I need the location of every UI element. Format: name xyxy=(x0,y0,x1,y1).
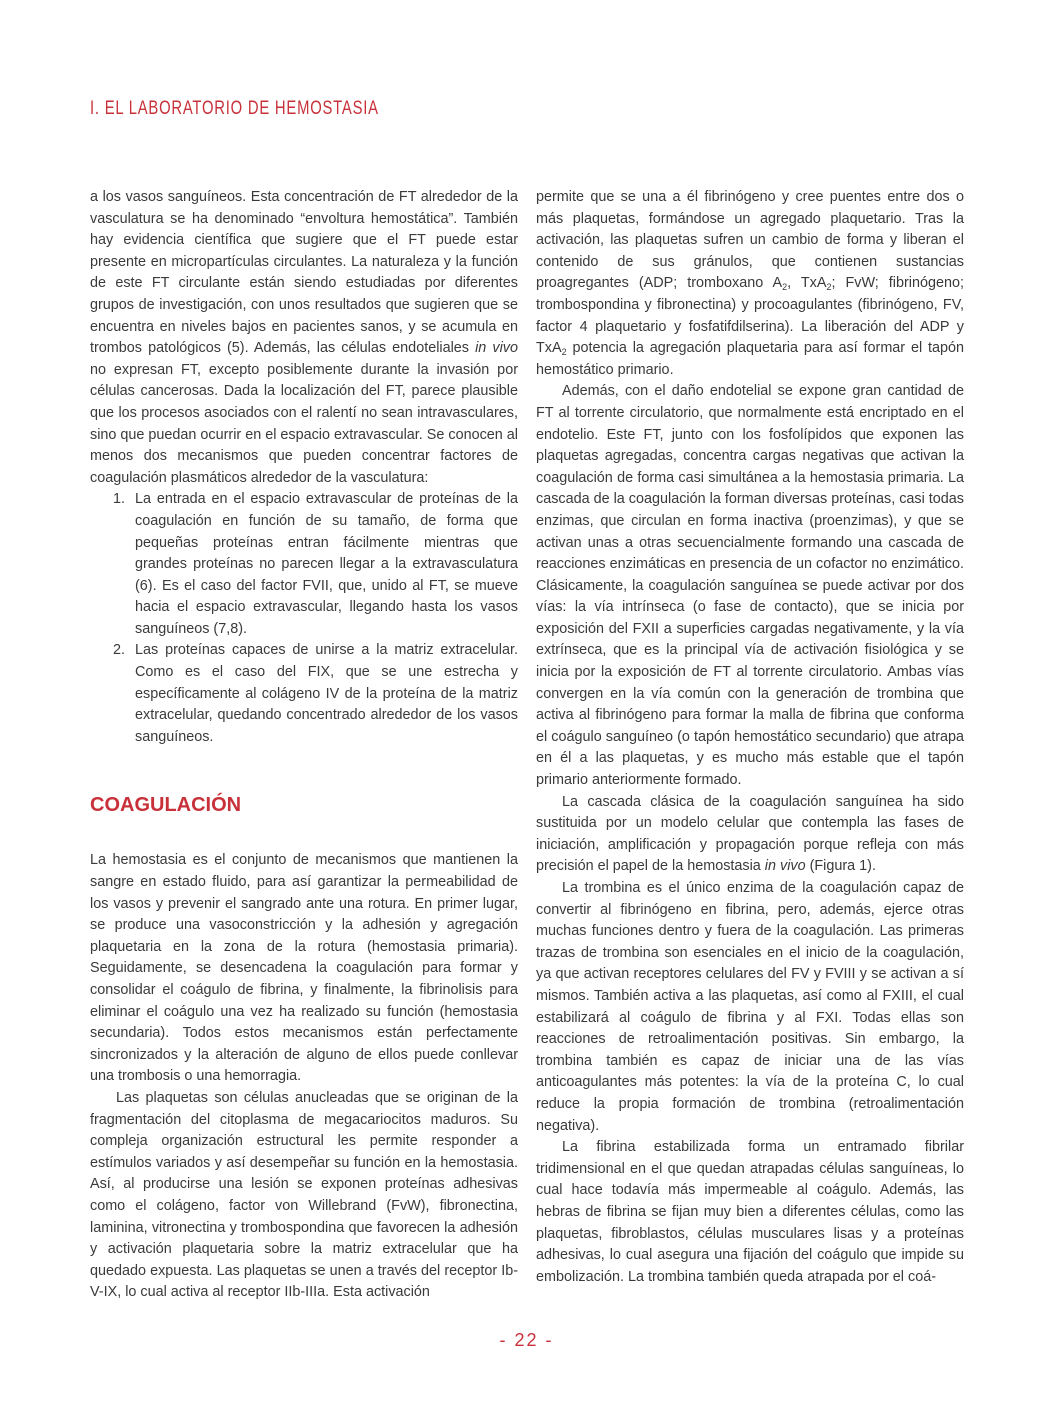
paragraph: permite que se una a él fibrinógeno y cree puentes entre dos o más plaquetas, formándose un agregado plaquetario. Tras la activación, las plaquetas sufren un cambio de forma y liberan el contenido de sus gránulos, que contienen sustancias proagregantes (ADP; tromboxano $A_2$, TxA$_2$; FvW; fibrinógeno; trombospondina y fibronectina) y procoagulantes (fibrinógeno, FV, factor 4 plaquetario y fosfatifdilserina). La liberación del ADP y TxA$_2$ potencia la agregación plaquetaria para así formar el tapón hemostático primario. xyxy=(536,189,965,378)
numbered-list xyxy=(90,489,518,748)
list-item: 2. Las proteínas capaces de unirse a la matriz extracelular. Como es el caso del FIX, que se une estrecha y específicamente al colágeno IV de la proteína de la matriz extracelular, quedando concentrado alrededor de los vasos sanguíneos. xyxy=(113,642,518,745)
paragraph: Además, con el daño endotelial se expone gran cantidad de FT al torrente circulatorio, que normalmente está encriptado en el endotelio. Este FT, junto con los fosfolípidos que exponen las plaquetas agregadas, concentra cargas negativas que activan la coagulación de forma casi simultánea a la hemostasia primaria. La cascada de la coagulación la forman diversas proteínas, casi todas enzimas, que circulan en forma inactiva (proenzimas), y que se activan unas a otras secuencialmente formando una cascada de reacciones enzimáticas en presencia de un cofactor no enzimático. Clásicamente, la coagulación sanguínea se puede activar por dos vías: la vía intrínseca (o fase de contacto), que se inicia por exposición del FXII a superficies cargadas negativamente, y la vía extrínseca, que es la principal vía de activación fisiológica y se inicia por la exposición de FT al torrente circulatorio. Ambas vías convergen en la vía común con la generación de trombina que activa al fibrinógeno para formar la malla de fibrina que conforma el coágulo sanguíneo (o tapón hemostático secundario) que atrapa en él a las plaquetas, y es mucho más estable que el tapón primario anteriormente formado. xyxy=(536,383,964,789)
page-number: - 22 - xyxy=(499,1330,554,1350)
paragraph: La cascada clásica de la coagulación sanguínea ha sido sustituida por un modelo celular que contempla las fases de iniciación, amplificación y propagación porque refleja con más precisión el papel de la hemostasia in vivo (Figura 1). xyxy=(536,793,964,875)
paragraph: Las plaquetas son células anucleadas que se originan de la fragmentación del citoplasma de megacariocitos maduros. Su compleja organización estructural les permite responder a estímulos variados y así desempeñar su función en la hemostasia. Así, al producirse una lesión se exponen proteínas adhesivas como el colágeno, factor von Willebrand (FvW), fibronectina, laminina, vitronectina y trombospondina que favorecen la adhesión y activación plaquetaria sobre la matriz extracelular que ha quedado expuesta. Las plaquetas se unen a través del receptor Ib-V-IX, lo cual activa al receptor IIb-IIIa. Esta activación xyxy=(90,1089,518,1301)
right-column xyxy=(536,187,964,1288)
section-title: COAGULACIÓN xyxy=(90,794,242,817)
paragraph: La fibrina estabilizada forma un entramado fibrilar tridimensional en el que quedan atrapadas células sanguíneas, lo cual hace todavía más impermeable al coágulo. Además, las hebras de fibrina se fijan muy bien a diferentes células, como las plaquetas, fibroblastos, células musculares lisas y a proteínas adhesivas, lo cual asegura una fijación del coágulo que impide su embolización. La trombina también queda atrapada por el coá- xyxy=(536,1139,964,1285)
paragraph: a los vasos sanguíneos. Esta concentración de FT alrededor de la vasculatura se ha denominado “envoltura hemostática”. También hay evidencia científica que sugiere que el FT puede estar presente en micropartículas circulantes. La naturaleza y la función de este FT circulante están siendo estudiadas por diferentes grupos de investigación, con unos resultados que sugieren que se encuentra en niveles bajos en pacientes sanos, y se acumula en trombos patológicos (5). Además, las células endoteliales in vivo no expresan FT, excepto posiblemente durante la invasión por células cancerosas. Dada la localización del FT, parece plausible que los procesos asociados con el ralentí no sean intravasculares, sino que puedan ocurrir en el espacio extravascular. Se conocen al menos dos mecanismos que pueden concentrar factores de coagulación plasmáticos alrededor de la vasculatura: xyxy=(90,189,518,486)
running-header: I. EL LABORATORIO DE HEMOSTASIA xyxy=(90,98,379,119)
paragraph: La hemostasia es el conjunto de mecanismos que mantienen la sangre en estado fluido, para así garantizar la permeabilidad de los vasos y prevenir el sangrado ante una rotura. En primer lugar, se produce una vasoconstricción y la adhesión y agregación plaquetaria en la zona de la rotura (hemostasia primaria). Seguidamente, se desencadena la coagulación para formar y consolidar el coágulo de fibrina, y finalmente, la fibrinolisis para eliminar el coágulo una vez ha realizado su función (hemostasia secundaria). Todos estos mecanismos están perfectamente sincronizados y la alteración de alguno de ellos puede conllevar una trombosis o una hemorragia. xyxy=(90,852,518,1085)
paragraph: La trombina es el único enzima de la coagulación capaz de convertir al fibrinógeno en fibrina, pero, además, ejerce otras muchas funciones dentro y fuera de la coagulación. Las primeras trazas de trombina son esenciales en el inicio de la coagulación, ya que activan receptores celulares del FV y FVIII y se activan a sí mismos. También activa a las plaquetas, así como al FXIII, el cual estabilizará al coágulo de fibrina y al FXI. Todas ellas son reacciones de retroalimentación positivas. Sin embargo, la trombina también es capaz de iniciar una de las vías anticoagulantes más potentes: la vía de la proteína C, lo cual reduce la propia formación de trombina (retroalimentación negativa). xyxy=(536,880,964,1134)
left-column xyxy=(90,187,518,1304)
list-item: 1. La entrada en el espacio extravascular de proteínas de la coagulación en función de su tamaño, de forma que pequeñas proteínas entran fácilmente mientras que grandes proteínas no parecen llegar a la extravasculatura (6). Es el caso del factor FVII, que, unido al FT, se mueve hacia el espacio extravascular, llegando hasta los vasos sanguíneos (7,8). xyxy=(113,491,518,637)
